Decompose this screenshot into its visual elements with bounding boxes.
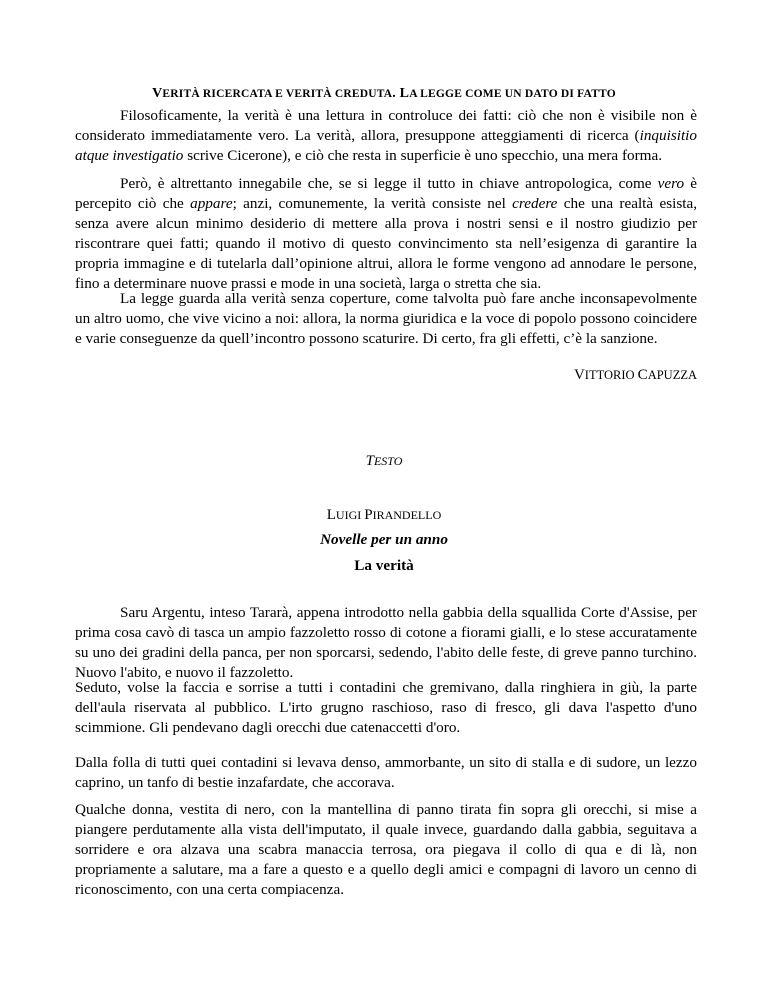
book-title: Novelle per un anno <box>320 531 448 548</box>
heading-initial: V <box>152 86 163 101</box>
text: che una realtà esista, senza avere alcun minimo desiderio di mettere alla prova i nostri sensi e il nostro giudizio per riscontrare quei fatti; quando il motivo di questo convincimento sta nell’esigenza di garantire la propria immagine e di tutelarla dall’opinione altrui, allora le forme vengono ad annodare le persone, fino a determinare nuove prassi e mode in una società, larga o stretta che sia. <box>75 195 697 292</box>
heading-initial-2: L <box>399 86 410 101</box>
text: ; anzi, comunemente, la verità consiste nel <box>232 195 513 212</box>
author-last: IRANDELLO <box>372 508 442 522</box>
story-paragraph-4: Qualche donna, vestita di nero, con la mantellina di panno tirata fin sopra gli orecchi, si mise a piangere perdutamente alla vista dell'imputato, il quale invece, guardando dalla gabbia, seguitava a sorridere e ora alzava una scabra manaccia terrosa, ora piegava il collo di qua e di là, non propriamente a salutare, ma a fare a questo e a quello degli amici e compagni di lavoro un cenno di riconoscimento, con una certa compiacenza. <box>75 801 697 898</box>
intro-paragraph-1 <box>75 106 697 166</box>
story-paragraph-2: Seduto, volse la faccia e sorrise a tutti i contadini che gremivano, dalla ringhiera in giù, la parte dell'aula riservata al pubblico. L'irto grugno raschioso, raso di fresco, gli dava l'aspetto d'uno scimmione. Gli pendevano dagli orecchi due catenaccetti d'oro. <box>75 679 697 736</box>
emphasis: credere <box>512 195 558 212</box>
section-heading <box>0 84 768 104</box>
testo-rest: ESTO <box>373 454 403 468</box>
heading-separator: . <box>392 86 400 101</box>
testo-initial: T <box>365 453 374 469</box>
signature-initial-2: C <box>637 367 648 383</box>
text: Filosoficamente, la verità è una lettura in controluce dei fatti: ciò che non è visibile non è considerato immediatamente vero. La verità, allora, presuppone atteggiamenti di ricerca ( <box>75 107 697 144</box>
signature <box>75 365 697 385</box>
author-name <box>0 505 768 525</box>
intro-paragraph-2 <box>75 174 697 294</box>
emphasis: vero <box>657 175 685 192</box>
story-paragraph-3: Dalla folla di tutti quei contadini si levava denso, ammorbante, un sito di stalla e di sudore, un lezzo caprino, un tanfo di bestie inzafardate, che accorava. <box>75 754 697 791</box>
text: è percepito ciò che <box>75 175 697 212</box>
signature-initial: V <box>573 367 585 383</box>
signature-last: APUZZA <box>647 368 697 382</box>
author-initial-2: P <box>364 507 373 523</box>
story-paragraph-1: Saru Argentu, inteso Tararà, appena introdotto nella gabbia della squallida Corte d'Assise, per prima cosa cavò di tasca un ampio fazzoletto rosso di cotone a fiorami gialli, e lo stese accuratamente su uno dei gradini della panca, per non sporcarsi, sedendo, l'abito delle feste, di greve panno turchino. Nuovo l'abito, e nuovo il fazzoletto. <box>75 604 697 681</box>
author-initial: L <box>326 507 336 523</box>
testo-label <box>0 451 768 471</box>
intro-paragraph-3: La legge guarda alla verità senza coperture, come talvolta può fare anche inconsapevolmente un altro uomo, che vive vicino a noi: allora, la norma giuridica e la voce di popolo possono coincidere e varie conseguenze da quell’incontro possono scaturire. Di certo, fra gli effetti, c’è la sanzione. <box>75 290 697 347</box>
text: Però, è altrettanto innegabile che, se si legge il tutto in chiave antropologica, come <box>120 175 658 192</box>
heading-part1: ERITÀ RICERCATA E VERITÀ CREDUTA <box>162 88 393 100</box>
author-first: UIGI <box>335 508 365 522</box>
story-title: La verità <box>354 557 414 574</box>
emphasis: inquisitio atque investigatio <box>75 127 697 164</box>
heading-part2: A LEGGE COME UN DATO DI FATTO <box>409 88 616 100</box>
signature-first: ITTORIO <box>584 368 638 382</box>
emphasis: appare <box>190 195 233 212</box>
text: scrive Cicerone), e ciò che resta in superficie è uno specchio, una mera forma. <box>183 147 663 164</box>
